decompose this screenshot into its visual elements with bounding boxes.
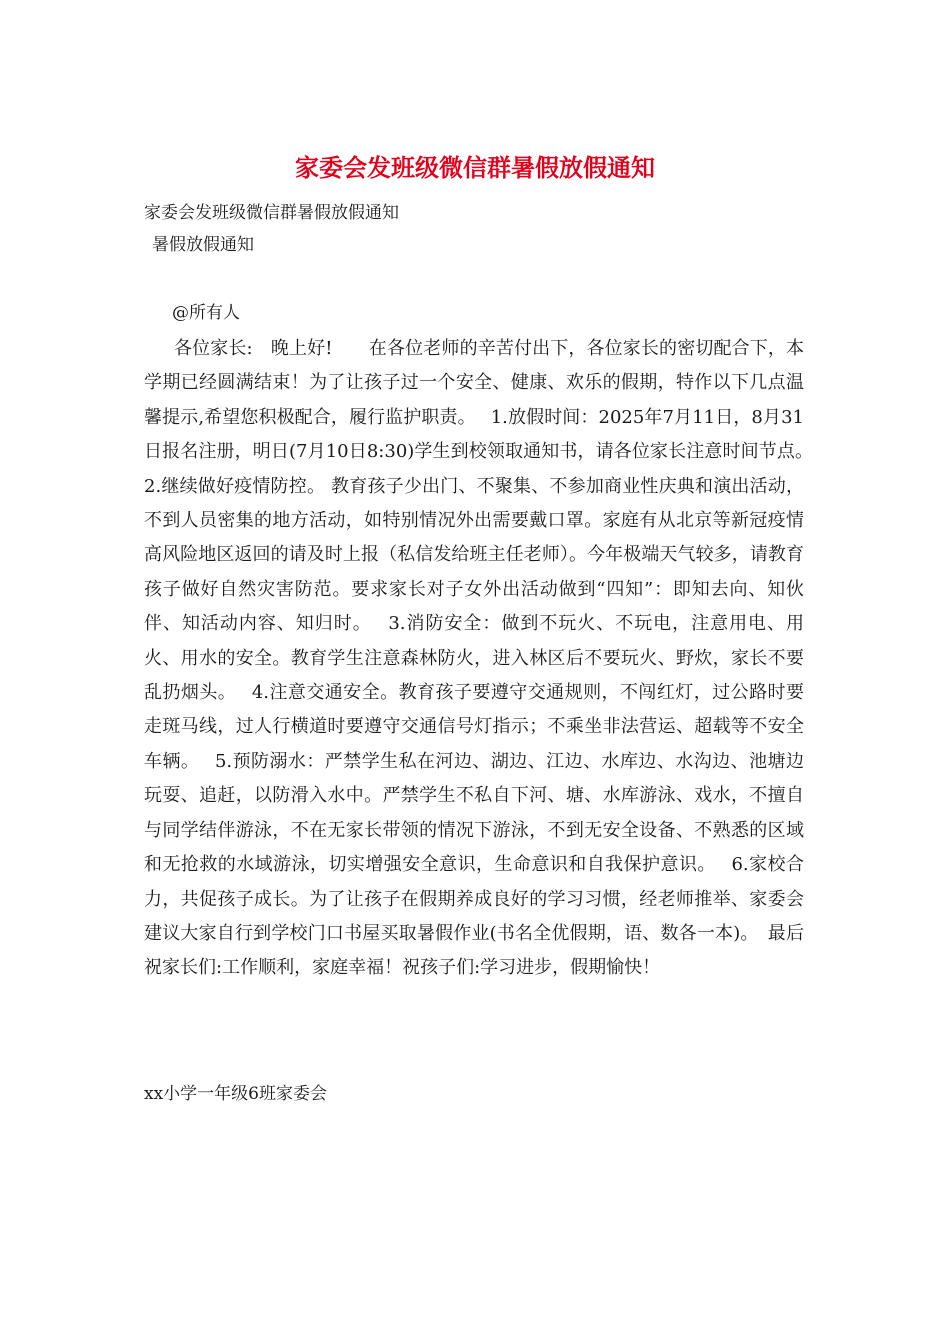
document-title: 家委会发班级微信群暑假放假通知 [295,153,655,182]
notice-body: 各位家长: 晚上好! 在各位老师的辛苦付出下，各位家长的密切配合下，本学期已经圆满结束！为了让孩子过一个安全、健康、欢乐的假期，特作以下几点温馨提示,希望您积极配合，履行监护职责。 1.放假时间：2025年7月11日，8月31日报名注册，明日(7月10日8:30)学生到校领取通知书，请各位家长注意时间节点。 2.继续做好疫情防控。 教育孩子少出门、不聚集、不参加商业性庆典和演出活动，不到人员密集的地方活动，如特别情况外出需要戴口罩。家庭有从北京等新冠疫情高风险地区返回的请及时上报（私信发给班主任老师）。今年极端天气较多，请教育孩子做好自然灾害防范。要求家长对子女外出活动做到“四知”：即知去向、知伙伴、知活动内容、知归时。 3.消防安全：做到不玩火、不玩电，注意用电、用火、用水的安全。教育学生注意森林防火，进入林区后不要玩火、野炊，家长不要乱扔烟头。 4.注意交通安全。教育孩子要遵守交通规则，不闯红灯，过公路时要走斑马线，过人行横道时要遵守交通信号灯指示；不乘坐非法营运、超载等不安全车辆。 5.预防溺水：严禁学生私在河边、湖边、江边、水库边、水沟边、池塘边玩耍、追赶，以防滑入水中。严禁学生不私自下河、塘、水库游泳、戏水，不擅自与同学结伴游泳，不在无家长带领的情况下游泳，不到无安全设备、不熟悉的区域和无抢救的水域游泳，切实增强安全意识，生命意识和自我保护意识。 6.家校合力，共促孩子成长。为了让孩子在假期养成良好的学习习惯，经老师推举、家委会建议大家自行到学校门口书屋买取暑假作业(书名全优假期，语、数各一本)。 最后祝家长们:工作顺利，家庭幸福！祝孩子们:学习进步，假期愉快！ [144,338,828,979]
signature: xx小学一年级6班家委会 [144,1084,327,1104]
mention-all: @所有人 [172,303,240,323]
notice-heading: 暑假放假通知 [152,235,254,255]
document-subtitle: 家委会发班级微信群暑假放假通知 [144,203,399,223]
